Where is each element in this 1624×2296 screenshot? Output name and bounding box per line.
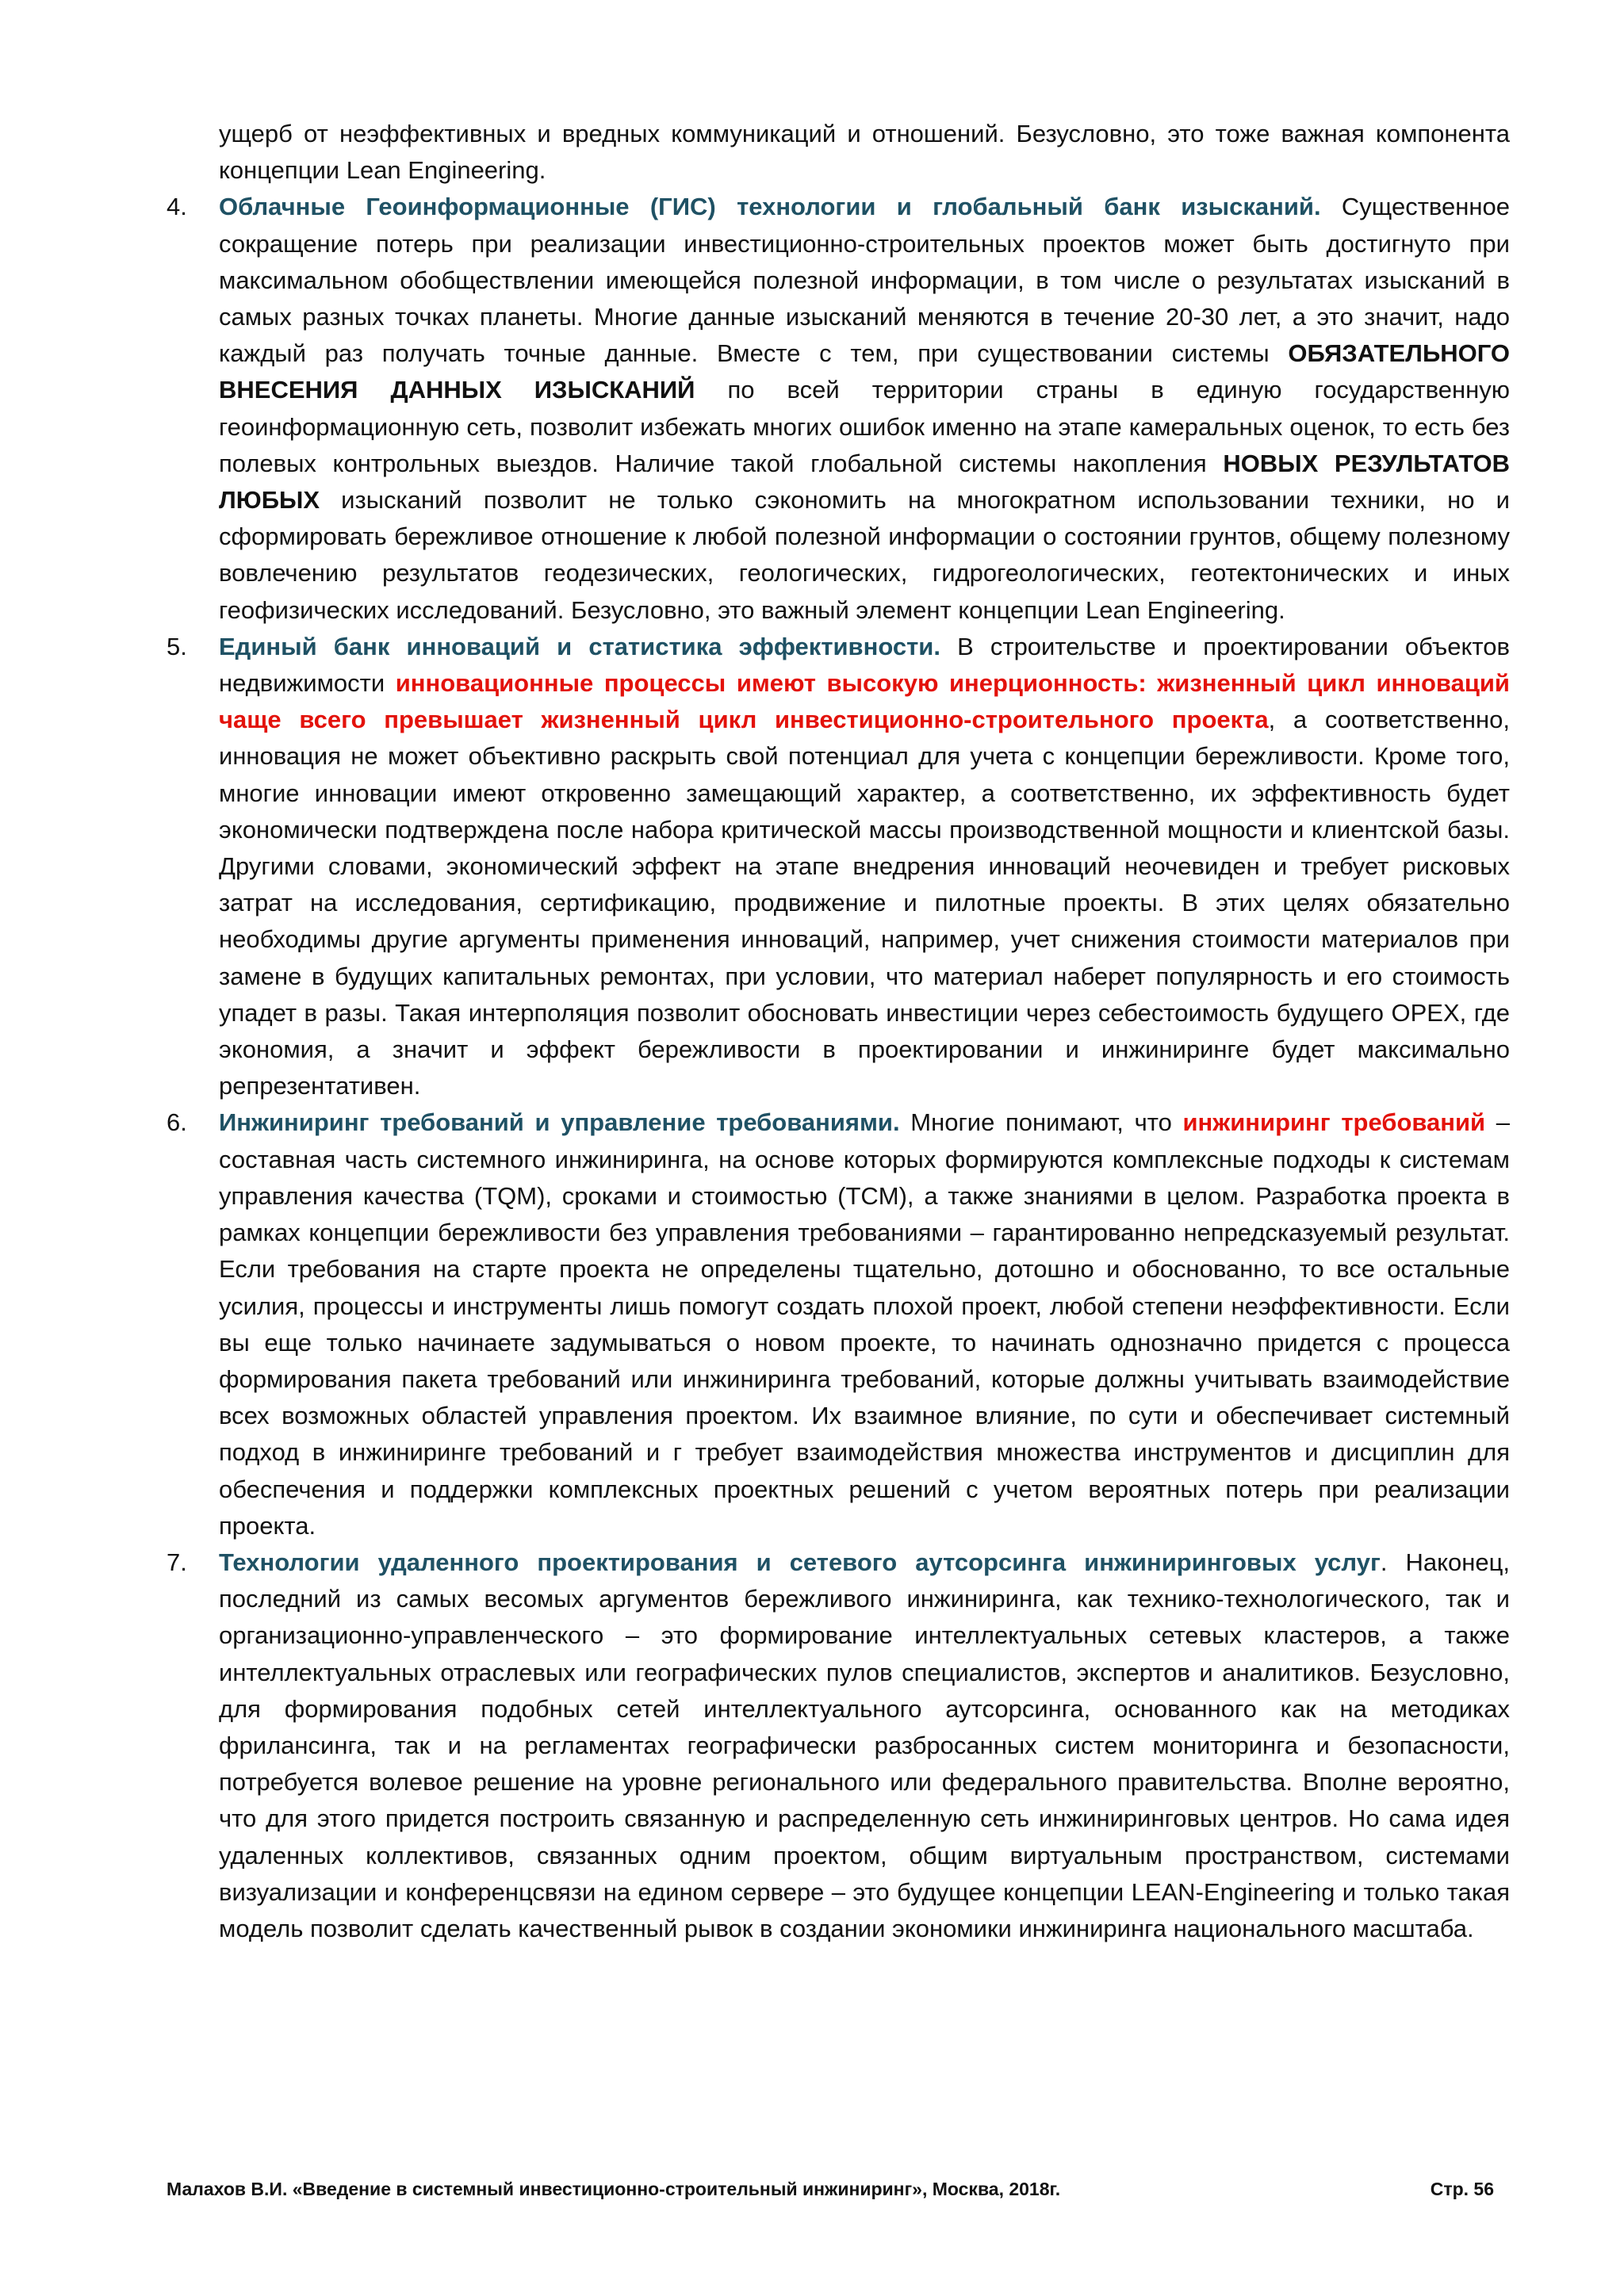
item-paragraph	[219, 189, 1510, 628]
list-item-7	[167, 1544, 1510, 1947]
list-item-4	[167, 189, 1510, 628]
item-number: 5.	[167, 632, 187, 660]
footer-citation: Малахов В.И. «Введение в системный инвестиционно-строительный инжиниринг», Москва, 2018г.	[167, 2179, 1061, 2199]
body-text: В строительстве и проектировании объектов недвижимости	[219, 632, 1510, 698]
bold-emphasis: ОБЯЗАТЕЛЬНОГО ВНЕСЕНИЯ ДАННЫХ ИЗЫСКАНИЙ	[219, 339, 1510, 404]
red-emphasis: инжиниринг требований	[1182, 1108, 1486, 1137]
item-heading: Технологии удаленного проектирования и сетевого аутсорсинга инжиниринговых услуг	[219, 1548, 1381, 1576]
item-number: 7.	[167, 1548, 187, 1576]
item-paragraph	[219, 1544, 1510, 1947]
body-text: Многие понимают, что	[899, 1108, 1183, 1137]
bold-emphasis: НОВЫХ РЕЗУЛЬТАТОВ ЛЮБЫХ	[219, 449, 1510, 515]
item-heading: Инжиниринг требований и управление требованиями.	[219, 1108, 900, 1137]
body-text: , а соответственно, инновация не может объективно раскрыть свой потенциал для учета с концепции бережливости. Кроме того, многие инновации имеют откровенно замещающий характер, а соответственно, их эффективность будет экономически подтверждена после набора критической массы производственной мощности и клиентской базы. Другими словами, экономический эффект на этапе внедрения инноваций неочевиден и требует рисковых затрат на исследования, сертификацию, продвижение и пилотные проекты. В этих целях обязательно необходимы другие аргументы применения инноваций, например, учет снижения стоимости материалов при замене в будущих капитальных ремонтах, при условии, что материал наберет популярность и его стоимость упадет в разы. Такая интерполяция позволит обосновать инвестиции через себестоимость будущего OPEX, где экономия, а значит и эффект бережливости в проектировании и инжиниринге будет максимально репрезентативен.	[219, 706, 1510, 1100]
item-heading: Облачные Геоинформационные (ГИС) технологии и глобальный банк изысканий.	[219, 193, 1321, 221]
body-text: . Наконец, последний из самых весомых аргументов бережливого инжиниринга, как технико-технологического, так и организационно-управленческого – это формирование интеллектуальных сетевых кластеров, а также интеллектуальных отраслевых или географических пулов специалистов, экспертов и аналитиков. Безусловно, для формирования подобных сетей интеллектуального аутсорсинга, основанного как на методиках фрилансинга, так и на регламентах географически разбросанных систем мониторинга и безопасности, потребуется волевое решение на уровне регионального или федерального правительства. Вполне вероятно, что для этого придется построить связанную и распределенную сеть инжиниринговых центров. Но сама идея удаленных коллективов, связанных одним проектом, общим виртуальным пространством, системами визуализации и конференцсвязи на едином сервере – это будущее концепции LEAN-Engineering и только такая модель позволит сделать качественный рывок в создании экономики инжиниринга национального масштаба.	[219, 1548, 1510, 1942]
body-text: по всей территории страны в единую государственную геоинформационную сеть, позволит избежать многих ошибок именно на этапе камеральных оценок, то есть без полевых контрольных выездов. Наличие такой глобальной системы накопления	[219, 376, 1510, 477]
item-paragraph	[219, 1104, 1510, 1544]
list-item-5	[167, 629, 1510, 1105]
item-paragraph	[219, 629, 1510, 1105]
body-text: Существенное сокращение потерь при реализации инвестиционно-строительных проектов может быть достигнуто при максимальном обобществлении имеющейся полезной информации, в том числе о результатах изысканий в самых разных точках планеты. Многие данные изысканий меняются в течение 20-30 лет, а это значит, надо каждый раз получать точные данные. Вместе с тем, при существовании системы	[219, 193, 1510, 368]
red-emphasis: инновационные процессы имеют высокую инерционность: жизненный цикл инноваций чаще всего превышает жизненный цикл инвестиционно-строительного проекта	[219, 669, 1510, 734]
item-heading: Единый банк инноваций и статистика эффективности.	[219, 632, 940, 660]
item-number: 6.	[167, 1108, 187, 1137]
page-body	[167, 116, 1510, 1947]
intro-paragraph: ущерб от неэффективных и вредных коммуникаций и отношений. Безусловно, это тоже важная компонента концепции Lean Engineering.	[219, 120, 1510, 185]
page-number: Стр. 56	[1430, 2179, 1494, 2199]
item-number: 4.	[167, 193, 187, 221]
list-item-6	[167, 1104, 1510, 1544]
body-text: – составная часть системного инжиниринга, на основе которых формируются комплексные подходы к системам управления качества (TQM), сроками и стоимостью (TCM), а также знаниями в целом. Разработка проекта в рамках концепции бережливости без управления требованиями – гарантированно непредсказуемый результат. Если требования на старте проекта не определены тщательно, дотошно и обоснованно, то все остальные усилия, процессы и инструменты лишь помогут создать плохой проект, любой степени неэффективности. Если вы еще только начинаете задумываться о новом проекте, то начинать однозначно придется с процесса формирования пакета требований или инжиниринга требований, которые должны учитывать взаимодействие всех возможных областей управления проектом. Их взаимное влияние, по сути и обеспечивает системный подход в инжиниринге требований и г требует взаимодействия множества инструментов и дисциплин для обеспечения и поддержки комплексных проектных решений с учетом вероятных потерь при реализации проекта.	[219, 1108, 1511, 1540]
body-text: изысканий позволит не только сэкономить на многократном использовании техники, но и сформировать бережливое отношение к любой полезной информации о состоянии грунтов, общему полезному вовлечению результатов геодезических, геологических, гидрогеологических, геотектонических и иных геофизических исследований. Безусловно, это важный элемент концепции Lean Engineering.	[219, 486, 1510, 624]
